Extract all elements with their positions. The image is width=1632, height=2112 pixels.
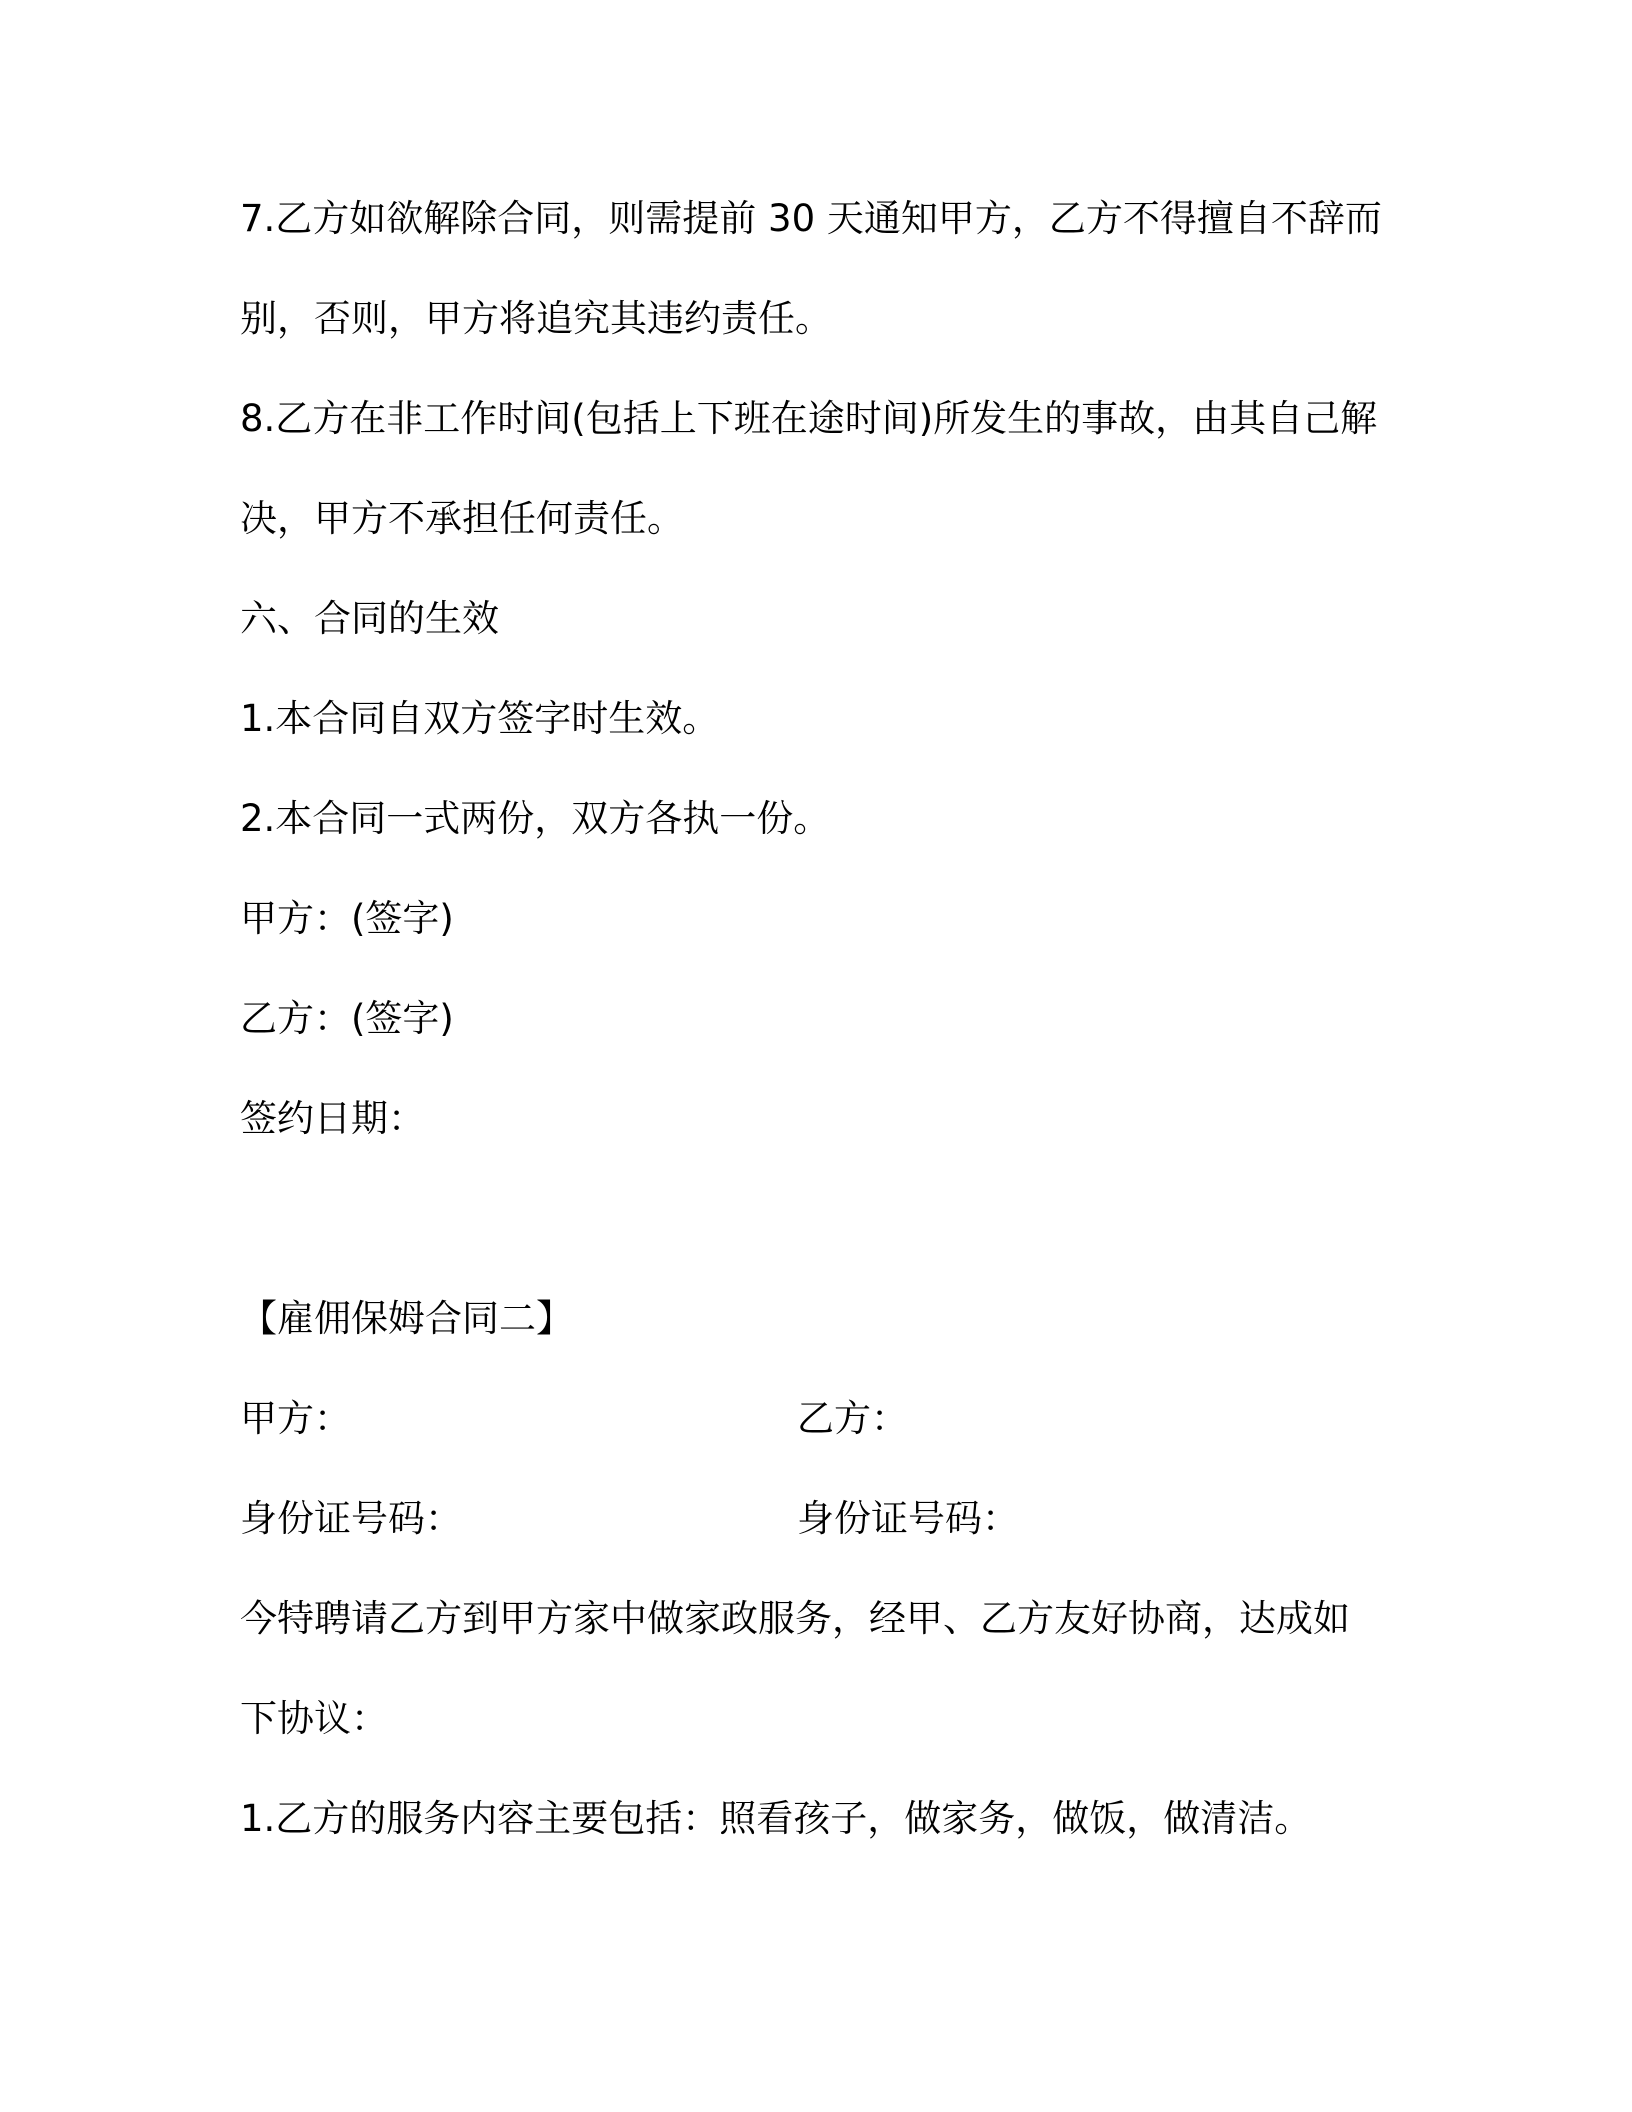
party-a-label: 甲方：	[240, 1397, 351, 1440]
signing-date-label: 签约日期：	[240, 1097, 425, 1140]
effectiveness-clause-1: 1.本合同自双方签字时生效。	[240, 697, 720, 740]
clause-7-line-1: 7.乙方如欲解除合同，则需提前 30 天通知甲方，乙方不得擅自不辞而	[240, 197, 1382, 240]
clause-7-line-2: 别，否则，甲方将追究其违约责任。	[240, 297, 832, 340]
effectiveness-clause-2: 2.本合同一式两份，双方各执一份。	[240, 797, 831, 840]
preamble-line-1: 今特聘请乙方到甲方家中做家政服务，经甲、乙方友好协商，达成如	[240, 1597, 1350, 1640]
clause-8-line-1: 8.乙方在非工作时间(包括上下班在途时间)所发生的事故，由其自己解	[240, 397, 1378, 440]
service-clause-1: 1.乙方的服务内容主要包括：照看孩子，做家务，做饭，做清洁。	[240, 1797, 1312, 1840]
clause-8-line-2: 决，甲方不承担任何责任。	[240, 497, 684, 540]
party-b-label: 乙方：	[797, 1397, 908, 1440]
section-heading-effectiveness: 六、合同的生效	[240, 597, 499, 640]
party-b-id-label: 身份证号码：	[797, 1497, 1019, 1540]
contract-two-title: 【雇佣保姆合同二】	[240, 1297, 573, 1340]
party-b-signature-label: 乙方：(签字)	[240, 997, 454, 1040]
party-a-id-label: 身份证号码：	[240, 1497, 462, 1540]
preamble-line-2: 下协议：	[240, 1697, 388, 1740]
party-a-signature-label: 甲方：(签字)	[240, 897, 454, 940]
